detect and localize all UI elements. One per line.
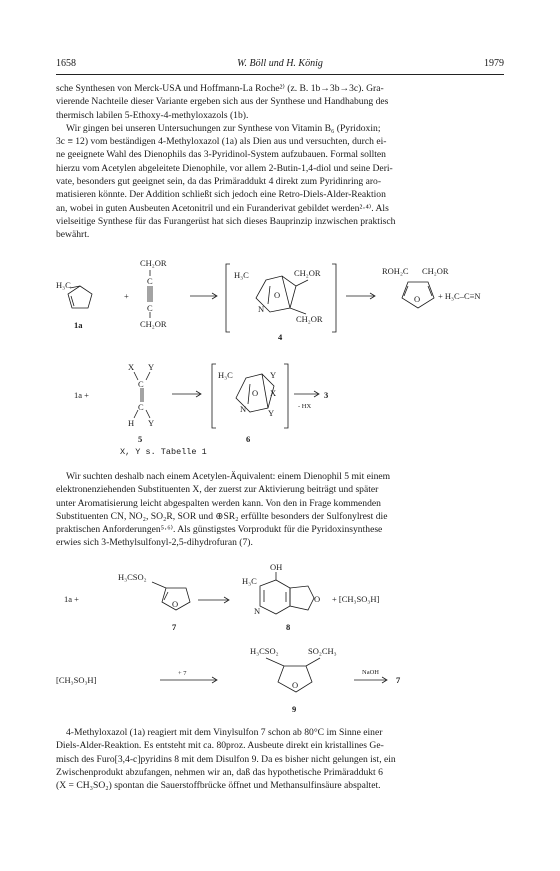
text-line: praktischen Anforderungen⁵·⁶⁾. Als günstigstes Vorprodukt für die Pyridoxinsynthese (56, 524, 383, 536)
scheme-label: Y (148, 362, 155, 372)
scheme-label: O (292, 680, 299, 690)
header-year: 1979 (484, 58, 504, 69)
header-rule (56, 74, 504, 75)
scheme-label: H₃C (242, 576, 257, 586)
scheme-label: CH₂OR (422, 266, 449, 276)
reaction-scheme-2 (56, 356, 504, 448)
scheme-label: N (240, 404, 247, 414)
compound-number: 7 (172, 622, 177, 632)
scheme-label: OH (270, 562, 283, 572)
text-line: hierzu vom Acetylen abgeleitete Dienophile, vor allem 2-Butin-1,4-diol und seine Deri- (56, 162, 393, 174)
scheme-label: X (270, 388, 277, 398)
text-line: Wir suchten deshalb nach einem Acetylen-Äquivalent: einem Dienophil 5 mit einem (66, 471, 391, 482)
scheme-label: + [CH₃SO₃H] (332, 594, 380, 604)
scheme-label: H₃C (234, 270, 249, 280)
text-line: vierende Nachteile dieser Variante ergeben sich aus der Synthese und Handhabung des (56, 96, 389, 108)
text-line: an, wobei in guten Ausbeuten Acetonitril und ein Furanderivat gebildet werden²·⁴⁾. Als (56, 202, 389, 214)
scheme-label: 1a + (64, 594, 79, 604)
scheme-label: C (138, 379, 144, 389)
scheme-label: H (128, 418, 135, 428)
scheme-label: H₃C (218, 370, 233, 380)
scheme-label: SO₂CH₃ (308, 646, 337, 656)
text-line: elektronenziehenden Substituenten X, der zuerst zur Aktivierung beiträgt und später (56, 484, 379, 496)
scheme-label: NaOH (362, 669, 379, 676)
paragraph-intro (56, 82, 504, 242)
scheme-label: + (124, 291, 129, 301)
reaction-scheme-4 (56, 640, 504, 720)
scheme-label: [CH₃SO₃H] (56, 675, 97, 685)
compound-number: 6 (246, 434, 251, 444)
text-line: erwies sich 3-Methylsulfonyl-2,5-dihydrofuran (7). (56, 537, 253, 549)
text-line: sche Synthesen von Merck-USA und Hoffmann-La Roche²⁾ (z. B. 1b→3b→3c). Gra- (56, 83, 384, 94)
scheme-label: ROH₂C (382, 266, 409, 276)
scheme-caption: X, Y s. Tabelle 1 (120, 447, 207, 457)
text-line: matisieren könnte. Der Addition schließt sich jedoch eine Retro-Diels-Alder-Reaktion (56, 189, 386, 201)
scheme-label: N (254, 606, 261, 616)
scheme-label: Y (148, 418, 155, 428)
text-line: ne geeignete Wahl des Dienophils das 3-Pyridinol-System aufzubauen. Formal sollten (56, 149, 386, 161)
text-line: Wir gingen bei unseren Untersuchungen zur Synthese von Vitamin B₆ (Pyridoxin; (66, 122, 381, 134)
reaction-scheme-3 (56, 560, 504, 634)
scheme-label: CH₂OR (140, 319, 167, 329)
compound-number: 9 (292, 704, 297, 714)
scheme-label: - HX (298, 403, 312, 410)
text-line: (X = CH₃SO₂) spontan die Sauerstoffbrücke öffnet und Methansulfinsäure abspaltet. (56, 780, 381, 792)
compound-number: 7 (396, 675, 401, 685)
page-number: 1658 (56, 58, 76, 69)
scheme-label: CH₂OR (296, 314, 323, 324)
scheme-label: C (138, 402, 144, 412)
text-line: thermisch labilen 5-Ethoxy-4-methyloxazols (1b). (56, 109, 249, 121)
scheme-label: H₃C (56, 280, 71, 290)
scheme-label: C (147, 276, 153, 286)
scheme-label: + 7 (178, 670, 187, 677)
scheme-label: O (172, 599, 179, 609)
text-line: bewährt. (56, 229, 90, 241)
text-line: unter Aromatisierung leicht abgespalten werden kann. Von den in Frage kommenden (56, 497, 381, 509)
compound-number: 5 (138, 434, 143, 444)
text-line: vate, besonders gut geeignet sein, da das Primäraddukt 4 direkt zum Pyridinring aro- (56, 176, 382, 188)
text-line: misch des Furo[3,4-c]pyridins 8 mit dem Disulfon 9. Da es bisher nicht gelungen ist, ein (56, 753, 396, 765)
compound-number: 1a (74, 320, 83, 330)
scheme-label: Y (268, 408, 275, 418)
scheme-label: Y (270, 370, 277, 380)
text-line: 4-Methyloxazol (1a) reagiert mit dem Vinylsulfon 7 schon ab 80°C im Sinne einer (66, 727, 383, 738)
compound-number: 8 (286, 622, 291, 632)
scheme-label: X (128, 362, 135, 372)
scheme-label: N (258, 304, 265, 314)
scheme-label: O (274, 290, 281, 300)
reaction-scheme-1 (56, 246, 504, 346)
text-line: Diels-Alder-Reaktion. Es entsteht mit ca. 80proz. Ausbeute direkt ein kristallines Ge- (56, 740, 384, 752)
paragraph-results (56, 726, 504, 792)
scheme-label: O (314, 594, 321, 604)
compound-number: 3 (324, 390, 329, 400)
scheme-label: H₃CSO₂ (250, 646, 279, 656)
scheme-label: O (414, 294, 421, 304)
paragraph-dienophile (56, 470, 504, 550)
text-line: vielseitige Synthese für das Furangerüst hat sich dieses Bauprinzip inzwischen praktisch (56, 215, 396, 227)
running-header (56, 58, 504, 72)
scheme-label: O (252, 388, 259, 398)
text-line: Zwischenprodukt abzufangen, nehmen wir an, daß das hypothetische Primäraddukt 6 (56, 766, 383, 778)
scheme-label: CH₂OR (140, 258, 167, 268)
compound-number: 4 (278, 332, 283, 342)
header-authors: W. Böll und H. König (237, 58, 323, 69)
scheme-label: + H₃C–C≡N (438, 291, 481, 301)
text-line: Substituenten CN, NO₂, SO₂R, SOR und ⊕SR₂ erfüllte besonders der Sulfonylrest die (56, 510, 388, 522)
scheme-label: C (147, 303, 153, 313)
scheme-label: 1a + (74, 390, 89, 400)
scheme-label: CH₂OR (294, 268, 321, 278)
text-line: 3c ≡ 12) vom beständigen 4-Methyloxazol (1a) als Dien aus und versuchten, durch ei- (56, 136, 387, 148)
scheme-label: H₃CSO₂ (118, 572, 147, 582)
